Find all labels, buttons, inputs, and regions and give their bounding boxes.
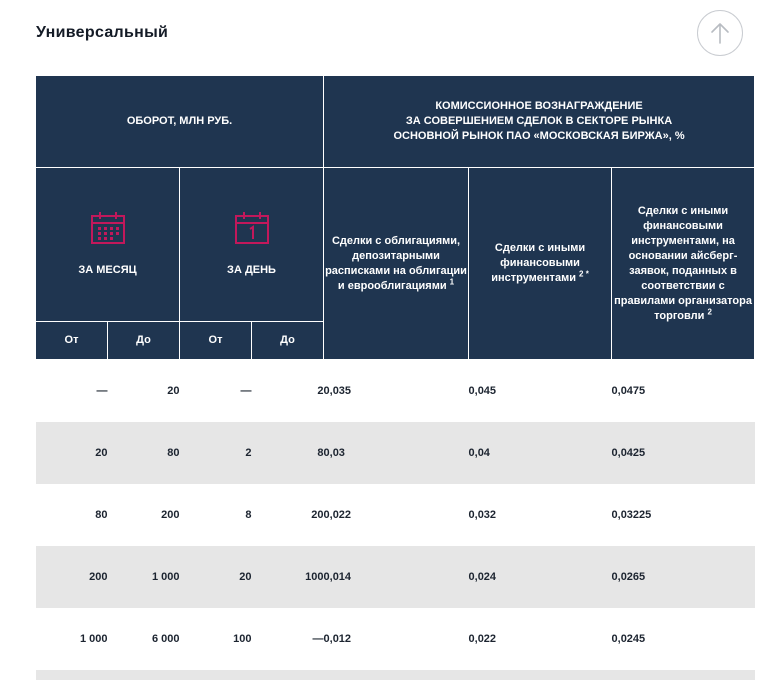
- day-to-header: До: [252, 322, 324, 360]
- calendar-icon: [90, 211, 126, 245]
- iceberg-column-label: Сделки с иными финансовыми инструментами, на основании айсберг-заявок, поданных в соответствии с правилами организатора торговли: [614, 204, 752, 322]
- commission-header: [324, 76, 755, 168]
- bonds-rate-cell: 0,014: [324, 546, 469, 608]
- bonds-column-label: Сделки с облигациями, депозитарными расписками на облигации и еврооблигациями: [325, 234, 467, 292]
- bonds-rate-cell: 0,03: [324, 422, 469, 484]
- iceberg-rate-cell: 0,0245: [611, 633, 646, 645]
- iceberg-rate-cell: 0,03225: [611, 509, 652, 521]
- month-from-cell: —: [96, 385, 108, 397]
- bonds-rate-cell: 0,035: [323, 385, 352, 397]
- bonds-rate-cell: 0,022: [323, 509, 352, 521]
- month-from-cell: 200: [36, 546, 108, 608]
- arrow-up-icon: [709, 21, 731, 45]
- table-row: [36, 546, 755, 608]
- day-from-header: От: [180, 322, 252, 360]
- day-to-cell: 2: [317, 385, 324, 397]
- table-row: [36, 608, 755, 670]
- commission-header-line: ОСНОВНОЙ РЫНОК ПАО «МОСКОВСКАЯ БИРЖА», %: [393, 130, 685, 142]
- month-from-cell: 80: [95, 509, 108, 521]
- month-to-cell: 6 000: [151, 633, 180, 645]
- month-from-cell: 1 000: [79, 633, 108, 645]
- footnote-marker: 2: [707, 306, 712, 316]
- table-row: [36, 484, 755, 546]
- tariff-table: [35, 75, 755, 680]
- commission-header-line: ЗА СОВЕРШЕНИЕМ СДЕЛОК В СЕКТОРЕ РЫНКА: [405, 115, 673, 127]
- day-to-cell: 8: [252, 422, 324, 484]
- table-row-partial: [36, 670, 755, 680]
- month-from-cell: 20: [36, 422, 108, 484]
- day-to-cell: —: [312, 633, 324, 645]
- iceberg-rate-cell: 0,0475: [611, 385, 646, 397]
- month-to-cell: 80: [108, 422, 180, 484]
- table-row: [36, 422, 755, 484]
- footnote-marker: 2 *: [579, 269, 589, 279]
- day-to-cell: 20: [311, 509, 324, 521]
- month-to-header: До: [108, 322, 180, 360]
- day-from-cell: —: [240, 385, 252, 397]
- period-month-label: ЗА МЕСЯЦ: [78, 264, 137, 276]
- month-to-cell: 200: [161, 509, 180, 521]
- day-from-cell: 20: [180, 546, 252, 608]
- footnote-marker: 1: [449, 276, 455, 286]
- page-title: Универсальный: [36, 24, 169, 41]
- period-day-header: [180, 168, 324, 322]
- day-from-cell: 8: [245, 509, 252, 521]
- commission-header-line: КОМИССИОННОЕ ВОЗНАГРАЖДЕНИЕ: [435, 100, 643, 112]
- day-from-cell: 100: [233, 633, 252, 645]
- month-to-cell: 20: [167, 385, 180, 397]
- other-column-header: [469, 168, 612, 360]
- other-rate-cell: 0,024: [469, 546, 612, 608]
- other-column-label: Сделки с иными финансовыми инструментами: [491, 242, 586, 284]
- period-day-label: ЗА ДЕНЬ: [227, 264, 276, 276]
- iceberg-rate-cell: 0,0265: [612, 546, 755, 608]
- bonds-rate-cell: 0,012: [323, 633, 352, 645]
- calendar-icon: [234, 211, 270, 245]
- bonds-column-header: [324, 168, 469, 360]
- month-to-cell: 1 000: [108, 546, 180, 608]
- period-month-header: [36, 168, 180, 322]
- day-from-cell: 2: [180, 422, 252, 484]
- turnover-header: ОБОРОТ, МЛН РУБ.: [36, 76, 324, 168]
- other-rate-cell: 0,022: [468, 633, 497, 645]
- iceberg-rate-cell: 0,0425: [612, 422, 755, 484]
- month-from-header: От: [36, 322, 108, 360]
- scroll-to-top-button[interactable]: [697, 10, 743, 56]
- iceberg-column-header: [612, 168, 755, 360]
- other-rate-cell: 0,032: [468, 509, 497, 521]
- other-rate-cell: 0,045: [468, 385, 497, 397]
- table-row: [36, 360, 755, 423]
- other-rate-cell: 0,04: [469, 422, 612, 484]
- day-to-cell: 100: [252, 546, 324, 608]
